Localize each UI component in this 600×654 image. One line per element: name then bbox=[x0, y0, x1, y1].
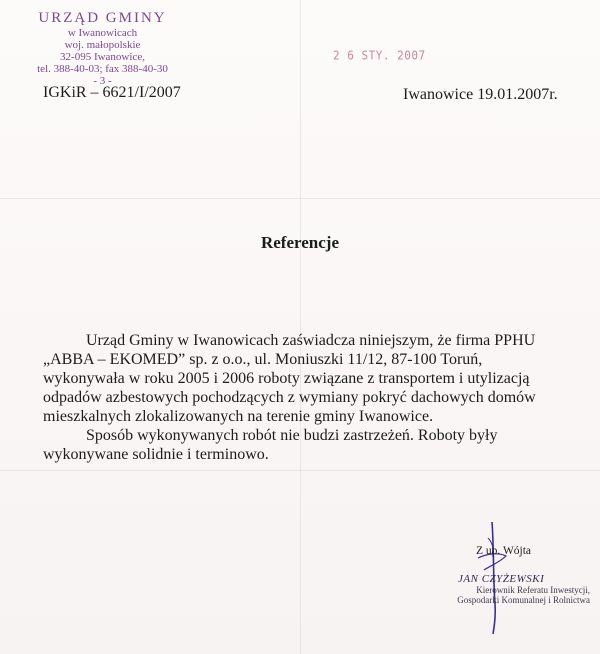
signatory-role-line: Kierownik Referatu Inwestycji, bbox=[476, 585, 590, 595]
place-and-date: Iwanowice 19.01.2007r. bbox=[403, 86, 558, 103]
signatory-role-line: Gospodarki Komunalnej i Rolnictwa bbox=[457, 595, 590, 605]
office-stamp-line: woj. małopolskie bbox=[64, 39, 141, 51]
paper-fold-line bbox=[300, 0, 301, 654]
reference-number: IGKiR – 6621/I/2007 bbox=[43, 84, 181, 101]
body-line: mieszkalnych zlokalizowanych na terenie gminy Iwanowice. bbox=[43, 408, 434, 425]
body-line: wykonywała w roku 2005 i 2006 roboty związane z transportem i utylizacją bbox=[43, 370, 530, 387]
office-stamp-line: 32-095 Iwanowice, bbox=[60, 51, 145, 63]
body-line: wykonywane solidnie i terminowo. bbox=[43, 446, 269, 463]
office-stamp-line: - 3 - bbox=[93, 75, 112, 87]
signature-for-mayor: Z up. Wójta bbox=[476, 545, 532, 557]
body-line: Sposób wykonywanych robót nie budzi zastrzeżeń. Roboty były bbox=[86, 427, 498, 444]
body-line: Urząd Gminy w Iwanowicach zaświadcza niniejszym, że firma PPHU bbox=[86, 332, 536, 349]
document-title: Referencje bbox=[260, 233, 340, 252]
document-body bbox=[43, 331, 563, 464]
office-stamp bbox=[25, 10, 180, 87]
body-line: „ABBA – EKOMED” sp. z o.o., ul. Moniuszki 11/12, 87-100 Toruń, bbox=[43, 351, 483, 368]
signatory-name: JAN CZYŻEWSKI bbox=[458, 573, 545, 585]
office-stamp-line: w Iwanowicach bbox=[67, 27, 138, 39]
received-date-stamp: 2 6 STY. 2007 bbox=[333, 48, 426, 63]
body-line: odpadów azbestowych pochodzących z wymiany pokryć dachowych domów bbox=[43, 389, 536, 406]
office-stamp-line: tel. 388-40-03; fax 388-40-30 bbox=[37, 63, 168, 75]
office-stamp-name: URZĄD GMINY bbox=[38, 10, 167, 26]
signatory-role bbox=[430, 585, 590, 605]
